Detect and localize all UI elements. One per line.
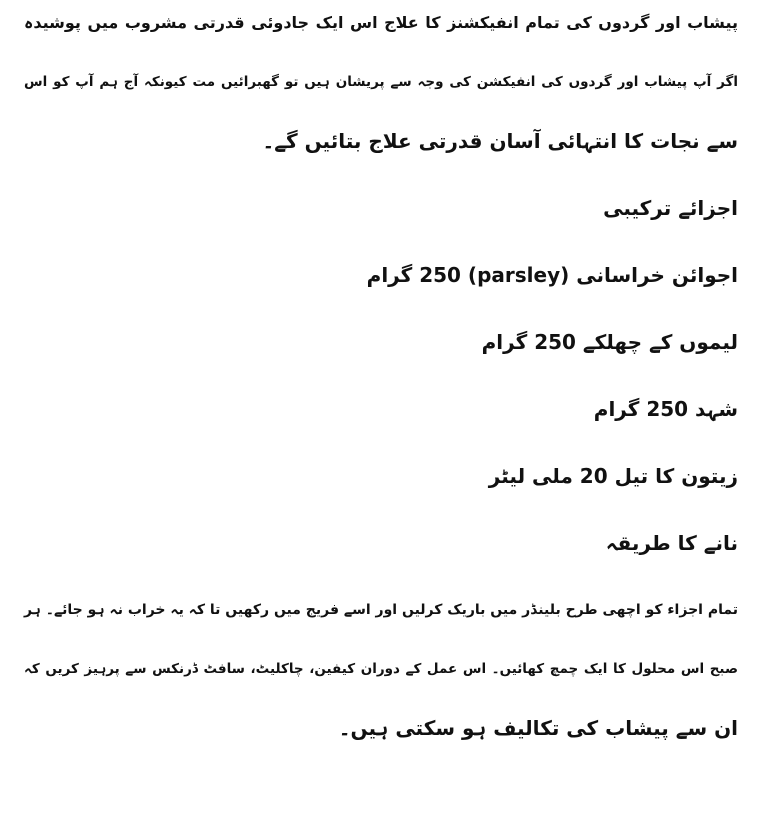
ingredients-heading: اجزائے ترکیبی bbox=[603, 196, 738, 220]
ingredient-item-parsley: اجوائن خراسانی (parsley) 250 گرام bbox=[366, 263, 738, 287]
ingredient-item-olive-oil: زیتون کا تیل 20 ملی لیٹر bbox=[488, 464, 738, 488]
method-line-2: صبح اس محلول کا ایک چمچ کھائیں۔ اس عمل کے دوران کیفین، چاکلیٹ، سافٹ ڈرنکس سے پرہیز کریں کہ bbox=[24, 661, 738, 677]
method-line-3: ان سے پیشاب کی تکالیف ہو سکتی ہیں۔ bbox=[338, 716, 738, 740]
method-line-1: تمام اجزاء کو اچھی طرح بلینڈر میں باریک کرلیں اور اسے فریج میں رکھیں تا کہ یہ خراب نہ ہو جائے۔ ہر bbox=[23, 602, 738, 618]
intro-line-3: سے نجات کا انتہائی آسان قدرتی علاج بتائیں گے۔ bbox=[262, 129, 738, 153]
ingredient-item-lemon-peel: لیموں کے چھلکے 250 گرام bbox=[481, 330, 738, 354]
ingredient-item-honey: شہد 250 گرام bbox=[593, 397, 738, 421]
intro-line-1: پیشاب اور گردوں کی تمام انفیکشنز کا علاج اس ایک جادوئی قدرتی مشروب میں پوشیدہ bbox=[24, 13, 738, 32]
intro-line-2: اگر آپ پیشاب اور گردوں کی انفیکشن کی وجہ سے پریشان ہیں تو گھبرائیں مت کیونکہ آج ہم آپ کو اس bbox=[24, 74, 738, 90]
method-heading: نانے کا طریقہ bbox=[605, 531, 738, 555]
